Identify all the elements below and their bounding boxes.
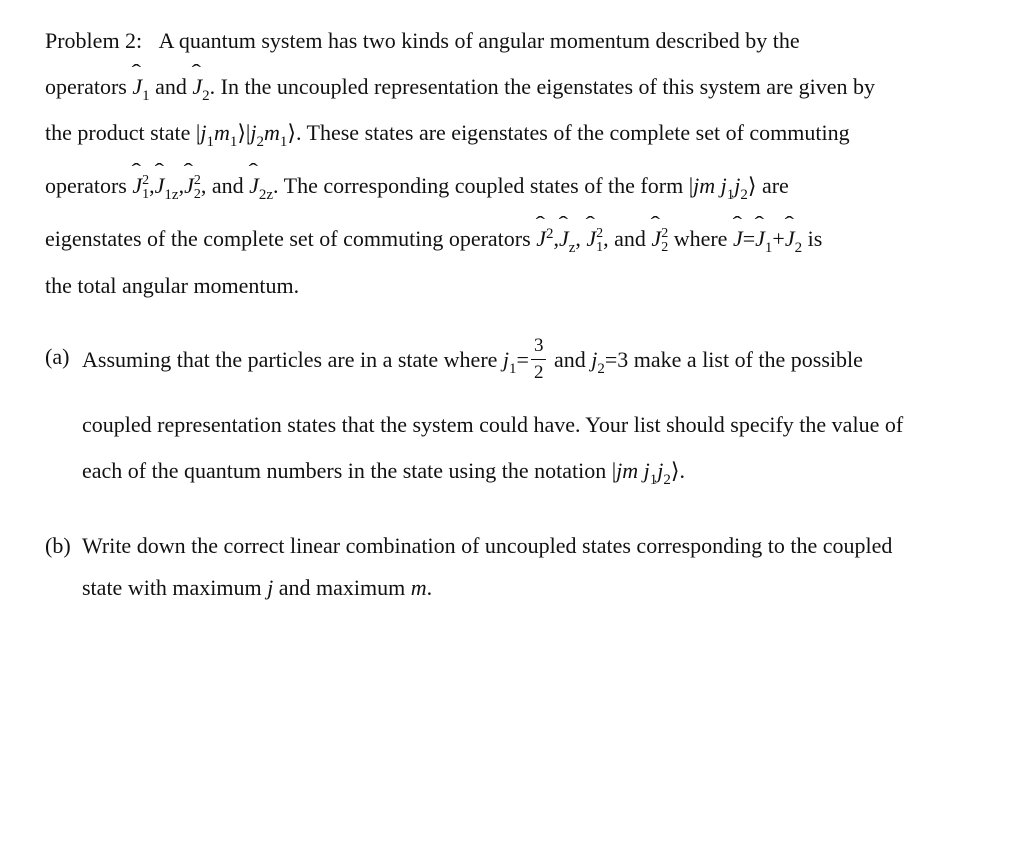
j2-squared-operator: ˆ J [651, 228, 661, 250]
part-a-text-2: make a list of the possible [633, 346, 863, 372]
j1-fraction: $\frac{3}{2}$ [531, 336, 547, 384]
part-a-line-3 [82, 458, 685, 488]
coupled-state-ket: |jm $j_1j_2⟩$ [688, 173, 757, 204]
part-b-line-1 [82, 535, 892, 557]
product-state-ket: $|j_1m_1⟩|j_2m_1⟩$ [195, 120, 296, 150]
part-b-line-2: state with maximum j and maximum m. [82, 575, 433, 600]
is-word: is [807, 226, 823, 252]
part-b-text-3: and maximum [278, 575, 406, 600]
problem-line-6 [45, 275, 299, 297]
part-b-label-line [45, 535, 71, 557]
problem-line-5: eigenstates of the complete set of commuting operators ˆ $J^2,ˆ$ $J_z$, ˆ J 2 1 , and ˆ J 2 2 where ˆ J=ˆ $J_1+ˆ$ $J_2$ is [45, 227, 822, 255]
j2z-operator: ˆ J [249, 175, 259, 197]
notation-ket: |jm $j_1j_2⟩$. [611, 458, 685, 488]
part-b-label: (b) [45, 533, 71, 558]
and-word: and [614, 226, 646, 252]
eigenstates-complete: eigenstates of the complete set of commuting operators [45, 226, 531, 252]
operators-word: operators [45, 173, 127, 199]
part-a-text-3: coupled representation states that the system could have. Your list should specify the value of [82, 412, 904, 437]
product-state-lead: the product state [45, 120, 191, 145]
coupled-operator-set: ˆ $J^2,ˆ$ $J_z$, ˆ J 2 1 , [536, 226, 608, 251]
problem-line-2: operators ˆ $J_1$ and ˆ $J_2$. In the uncoupled representation the eigenstates of this system are given by [45, 76, 875, 98]
problem-intro: A quantum system has two kinds of angular momentum described by the [158, 28, 800, 53]
operators-word: operators [45, 74, 127, 99]
coupled-sentence: . The corresponding coupled states of the form [273, 173, 684, 199]
j1-operator: ˆ J [132, 76, 142, 98]
total-j-equation: ˆ J=ˆ $J_1+ˆ$ $J_2$ [733, 226, 802, 251]
where-word: where [673, 226, 728, 252]
part-b-text-2: state with maximum [82, 575, 262, 600]
are-word: are [761, 173, 789, 199]
part-a-label: (a) [45, 344, 70, 369]
var-j: j [267, 575, 274, 600]
var-m: m [410, 575, 427, 600]
part-a-line-2 [82, 414, 903, 436]
part-a-text-4: each of the quantum numbers in the state using the notation [82, 458, 607, 483]
part-a-and: and [553, 346, 586, 372]
eigenstates-sentence: . These states are eigenstates of the complete set of commuting [295, 120, 850, 145]
problem-label: Problem 2: [45, 28, 143, 53]
and-word: and [211, 173, 244, 199]
and-word: and [155, 74, 187, 99]
part-a-line-1 [45, 346, 69, 368]
j2-value: 3 [617, 346, 629, 372]
problem-line-3 [45, 120, 850, 150]
j2-operator: ˆ J [192, 76, 202, 98]
uncoupled-sentence: . In the uncoupled representation the eigenstates of this system are given by [209, 74, 875, 99]
uncoupled-operator-set: ˆ J 2 1 ,ˆ $J_{1z},ˆ$ J 2 2 , [132, 173, 206, 198]
part-b-text-1: Write down the correct linear combination of uncoupled states corresponding to the coupled [82, 533, 893, 558]
part-a-text-1: Assuming that the particles are in a state where [82, 346, 498, 372]
part-a-line-1-text: Assuming that the particles are in a state where $j_1=$ $\frac{3}{2}$ and $j_2=3$ make a list of the possible [82, 335, 863, 383]
problem-line-4: operators ˆ J 2 1 ,ˆ $J_{1z},ˆ$ J 2 2 , and ˆ $J_{2z}$. The corresponding coupled states of the form |jm $j_1j_2⟩$ are [45, 174, 789, 202]
total-line: the total angular momentum. [45, 273, 300, 298]
problem-line-1 [45, 30, 800, 52]
